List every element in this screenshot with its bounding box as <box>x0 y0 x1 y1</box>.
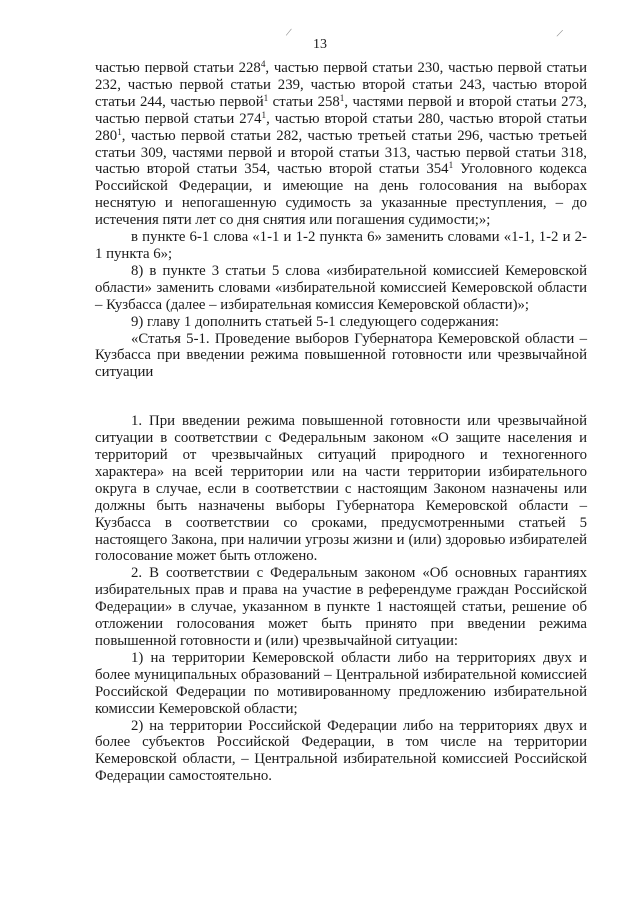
margin-mark: / <box>555 25 565 41</box>
spacer <box>95 381 587 413</box>
paragraph-article-list: частью первой статьи $228^4$, частью первой статьи 230, частью первой статьи 232, частью первой статьи 239, частью второй статьи 243, частью второй статьи 244, частью первой$^1$ статьи $258^1$, частями первой и второй статьи 273, частью первой статьи $274^1$, частью второй статьи 280, частью второй статьи $280^1$, частью первой статьи 282, частью третьей статьи 296, частью третьей статьи 309, частями первой и второй статьи 313, частью первой статьи 318, частью второй статьи 354, частью второй статьи $354^1$ Уголовного кодекса Российской Федерации, и имеющие на день голосования на выборах неснятую и непогашенную судимость за указанные преступления, – до истечения пяти лет со дня снятия или погашения судимости;»; <box>95 58 588 229</box>
document-body <box>95 60 587 785</box>
article-5-1-subpoint-2: 2) на территории Российской Федерации либо на территориях двух и более субъектов Российской Федерации, в том числе на территории Кемеровской области, – Центральной избирательной комиссией Российской Федерации самостоятельно. <box>95 717 587 785</box>
page-number: 13 <box>313 37 327 52</box>
article-5-1-point-2: 2. В соответствии с Федеральным законом «Об основных гарантиях избирательных прав и права на участие в референдуме граждан Российской Федерации» в случае, указанном в пункте 1 настоящей статьи, решение об отложении голосования может быть принято при введении режима повышенной готовности и (или) чрезвычайной ситуации: <box>95 565 587 649</box>
article-5-1-subpoint-1: 1) на территории Кемеровской области либо на территориях двух и более муниципальных образований – Центральной избирательной комиссией Российской Федерации по мотивированному предложению избирательной комиссии Кемеровской области; <box>95 649 587 717</box>
paragraph-item-8: 8) в пункте 3 статьи 5 слова «избирательной комиссией Кемеровской области» заменить словами «избирательной комиссией Кемеровской области – Кузбасса (далее – избирательная комиссия Кемеровской области)»; <box>95 262 587 313</box>
article-5-1-point-1: 1. При введении режима повышенной готовности или чрезвычайной ситуации в соответствии с Федеральным законом «О защите населения и территорий от чрезвычайных ситуаций природного и техногенного характера» на всей территории или на части территории избирательного округа в случае, если в соответствии с настоящим Законом назначены или должны быть назначены выборы Губернатора Кемеровской области – Кузбасса в соответствии со сроками, предусмотренными статьей 5 настоящего Закона, при наличии угрозы жизни и (или) здоровью избирателей голосование может быть отложено. <box>95 413 587 565</box>
paragraph-amendment-6-1: в пункте 6-1 слова «1-1 и 1-2 пункта 6» заменить словами «1-1, 1-2 и 2-1 пункта 6»; <box>95 229 587 262</box>
paragraph-item-9: 9) главу 1 дополнить статьей 5-1 следующего содержания: <box>131 313 500 330</box>
article-5-1-heading: «Статья 5-1. Проведение выборов Губернатора Кемеровской области – Кузбасса при введении режима повышенной готовности или чрезвычайной ситуации <box>95 330 587 381</box>
margin-mark: / <box>284 24 293 40</box>
